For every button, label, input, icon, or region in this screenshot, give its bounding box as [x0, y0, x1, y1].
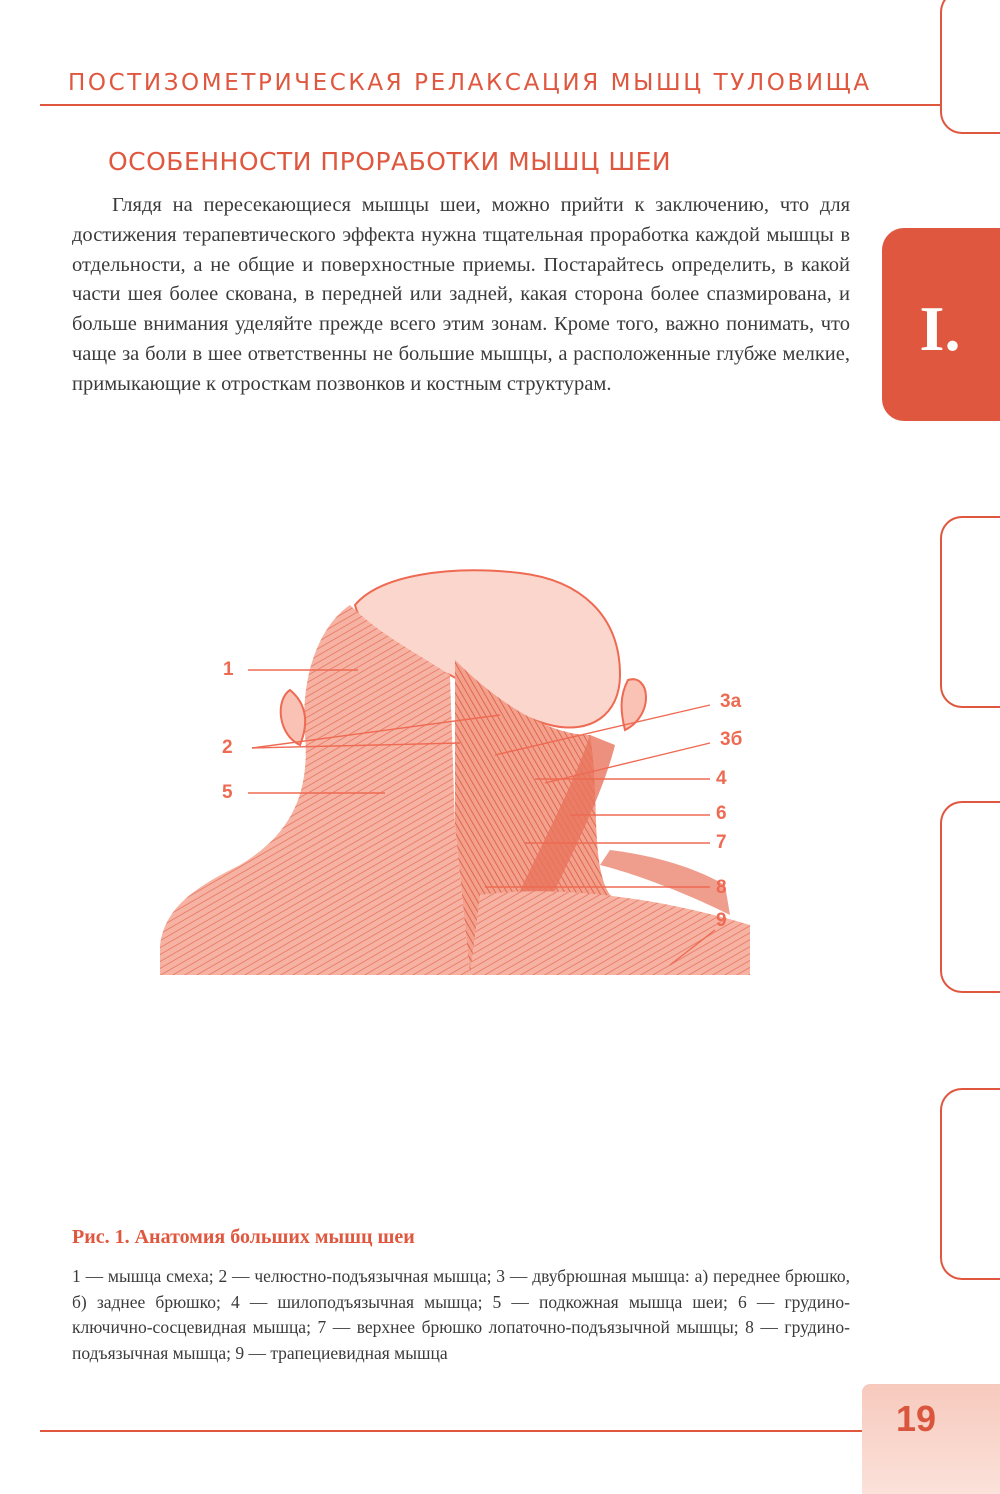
figure-label-1: 1: [223, 659, 234, 680]
figure-caption-title: Рис. 1. Анатомия больших мышц шеи: [72, 1226, 415, 1248]
figure-label-9: 9: [716, 910, 727, 931]
figure-label-3b: 3б: [720, 729, 743, 750]
figure-label-2: 2: [222, 737, 233, 758]
body-paragraph: Глядя на пересекающиеся мышцы шеи, можно прийти к заключению, что для достижения терапевтического эффекта нужна тщательная проработка каждой мышцы в отдельности, а не общие и поверхностные приемы. Постарайтесь определить, в какой части шея более скована, в передней или задней, какая сторона более спазмирована, и больше внимания уделяйте прежде всего этим зонам. Кроме того, важно понимать, что чаще за боли в шее ответственны не большие мышцы, а расположенные глубже мелкие, примыкающие к отросткам позвонков и костным структурам.: [72, 194, 850, 395]
neck-anatomy-figure: [150, 565, 770, 975]
header-rule: [40, 104, 940, 106]
figure-label-3a: 3а: [720, 691, 742, 712]
chapter-tab-2[interactable]: [940, 516, 1000, 708]
figure-label-7: 7: [716, 832, 727, 853]
chapter-tab-active[interactable]: [882, 228, 1000, 421]
running-header: ПОСТИЗОМЕТРИЧЕСКАЯ РЕЛАКСАЦИЯ МЫШЦ ТУЛОВИЩА: [68, 70, 872, 96]
chapter-tab-3[interactable]: [940, 801, 1000, 993]
chapter-tab-label: I.: [919, 292, 961, 364]
figure-label-6: 6: [716, 803, 727, 824]
figure-label-5: 5: [222, 782, 233, 803]
figure-label-8: 8: [716, 877, 727, 898]
footer-rule: [40, 1430, 870, 1432]
page-number: 19: [896, 1398, 937, 1439]
figure-label-4: 4: [716, 768, 727, 789]
figure-caption-text: 1 — мышца смеха; 2 — челюстно-подъязычная мышца; 3 — двубрюшная мышца: а) переднее брюшко, б) заднее брюшко; 4 — шилоподъязычная мышца; 5 — подкожная мышца шеи; 6 — грудино-ключично-сосцевидная мышца; 7 — верхнее брюшко лопаточно-подъязычной мышцы; 8 — грудино-подъязычная мышца; 9 — трапециевидная мышца: [72, 1266, 850, 1363]
chapter-tab-top[interactable]: [940, 0, 1000, 134]
chapter-tab-4[interactable]: [940, 1088, 1000, 1280]
leader-lines: [150, 565, 770, 975]
section-title: ОСОБЕННОСТИ ПРОРАБОТКИ МЫШЦ ШЕИ: [108, 147, 672, 176]
